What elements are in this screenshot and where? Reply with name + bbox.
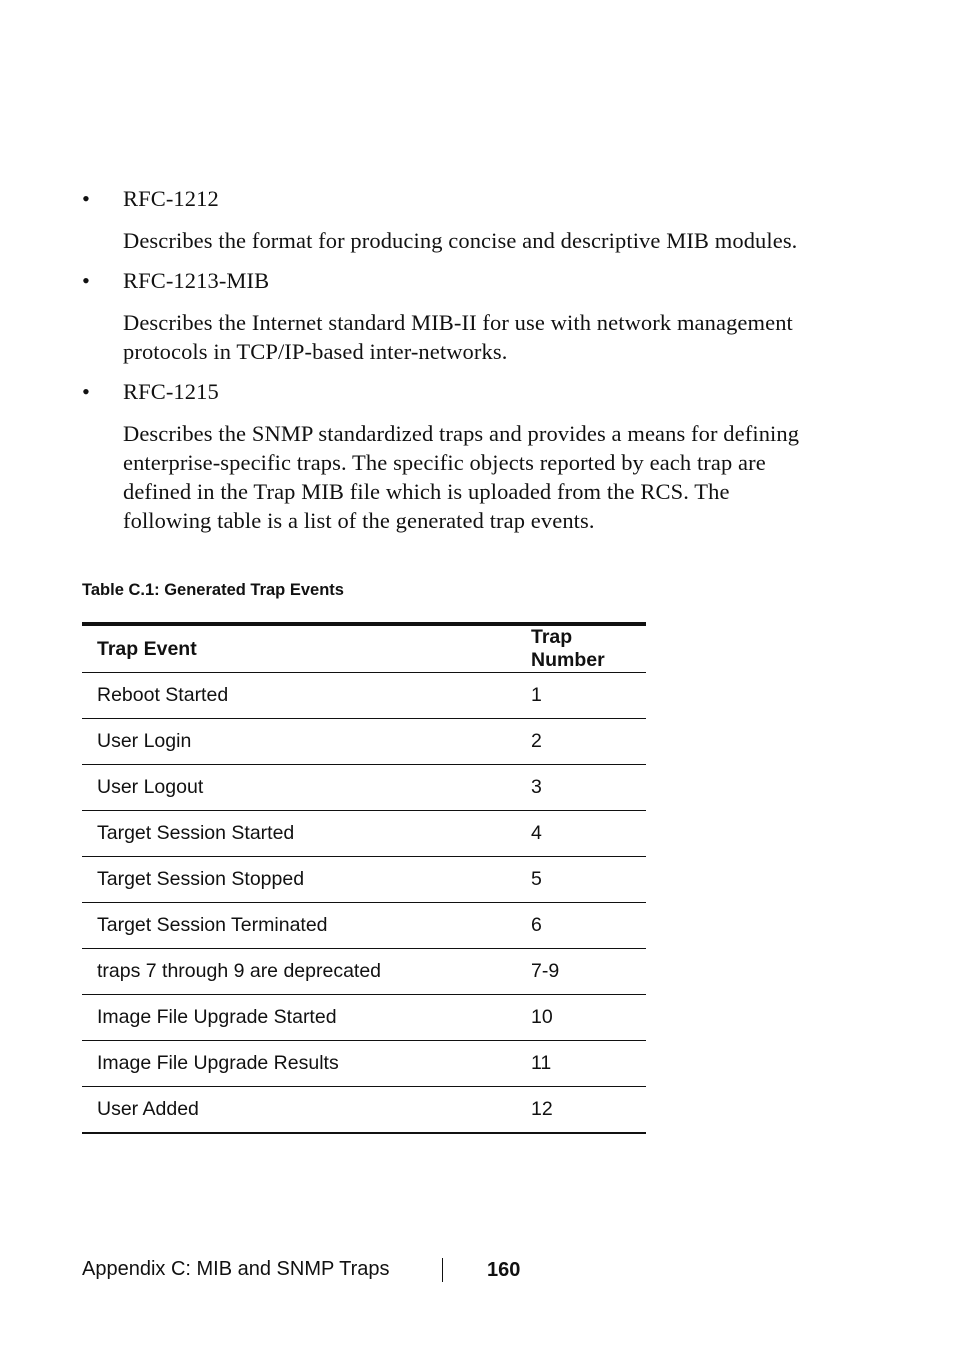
table-row: [82, 811, 646, 857]
table-row: [82, 719, 646, 765]
trap-number-cell: 12: [531, 1087, 646, 1134]
table-header-row: [82, 624, 646, 673]
trap-event-cell: User Logout: [82, 765, 531, 811]
trap-event-cell: Image File Upgrade Started: [82, 995, 531, 1041]
rfc-description: Describes the SNMP standardized traps and provides a means for defining enterprise-specific traps. The specific objects reported by each trap are defined in the Trap MIB file which is uploaded from the RCS. The following table is a list of the generated trap events.: [123, 421, 800, 533]
table-row: [82, 673, 646, 719]
footer-chapter-title: Appendix C: MIB and SNMP Traps: [82, 1258, 390, 1280]
trap-event-cell: User Added: [82, 1087, 531, 1134]
trap-event-cell: Reboot Started: [82, 673, 531, 719]
trap-number-cell: 5: [531, 857, 646, 903]
page-number: 160: [487, 1259, 521, 1281]
trap-number-cell: 11: [531, 1041, 646, 1087]
trap-number-cell: 10: [531, 995, 646, 1041]
rfc-item-1213-mib: [82, 266, 802, 366]
table-row: [82, 765, 646, 811]
trap-number-cell: 3: [531, 765, 646, 811]
table-row: [82, 1041, 646, 1087]
footer-divider: [442, 1258, 443, 1282]
rfc-description: Describes the Internet standard MIB-II for use with network management protocols in TCP/IP-based inter-networks.: [123, 310, 793, 364]
rfc-description: Describes the format for producing concise and descriptive MIB modules.: [123, 228, 798, 253]
header-trap-number: Trap Number: [531, 624, 646, 673]
bullet: •: [82, 268, 90, 293]
table-row: [82, 1087, 646, 1134]
table-caption: Table C.1: Generated Trap Events: [82, 581, 344, 599]
trap-event-cell: User Login: [82, 719, 531, 765]
table-row: [82, 949, 646, 995]
trap-event-cell: Target Session Terminated: [82, 903, 531, 949]
table-row: [82, 995, 646, 1041]
trap-event-cell: traps 7 through 9 are deprecated: [82, 949, 531, 995]
table-row: [82, 903, 646, 949]
rfc-title: RFC-1212: [123, 186, 219, 211]
bullet: •: [82, 186, 90, 211]
rfc-list: [82, 184, 802, 546]
trap-number-cell: 7-9: [531, 949, 646, 995]
trap-event-cell: Image File Upgrade Results: [82, 1041, 531, 1087]
header-trap-event: Trap Event: [82, 624, 531, 673]
trap-number-cell: 6: [531, 903, 646, 949]
rfc-title: RFC-1215: [123, 379, 219, 404]
trap-events-table: [82, 622, 646, 1134]
bullet: •: [82, 379, 90, 404]
trap-event-cell: Target Session Stopped: [82, 857, 531, 903]
rfc-item-1215: [82, 377, 802, 535]
rfc-title: RFC-1213-MIB: [123, 268, 270, 293]
trap-event-cell: Target Session Started: [82, 811, 531, 857]
trap-number-cell: 2: [531, 719, 646, 765]
table-row: [82, 857, 646, 903]
page-footer: [82, 1256, 682, 1286]
rfc-item-1212: [82, 184, 802, 255]
trap-number-cell: 4: [531, 811, 646, 857]
trap-number-cell: 1: [531, 673, 646, 719]
